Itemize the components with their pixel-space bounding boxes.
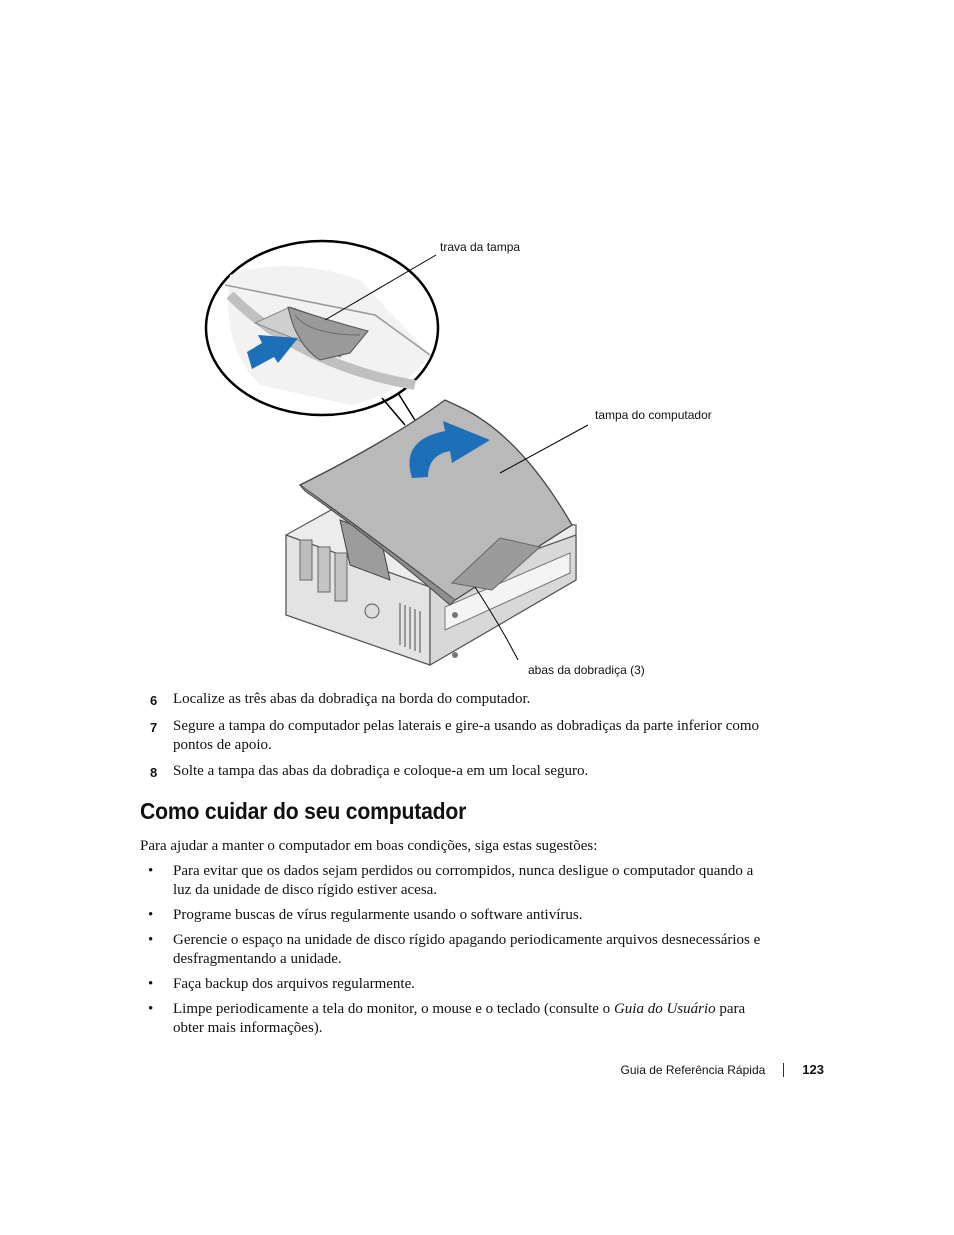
guide-title: Guia de Referência Rápida bbox=[620, 1062, 766, 1077]
step-item bbox=[150, 762, 770, 782]
tips-list bbox=[148, 862, 768, 1044]
text-before: Limpe periodicamente a tela do monitor, o mouse e o teclado (consulte o bbox=[173, 1001, 614, 1017]
list-item-text: Gerencie o espaço na unidade de disco rígido apagando periodicamente arquivos desnecessários e desfragmentando a unidade. bbox=[173, 932, 761, 967]
bullet-icon: • bbox=[148, 1001, 154, 1017]
page-number: 123 bbox=[802, 1062, 824, 1077]
section-intro: Para ajudar a manter o computador em boas condições, siga estas sugestões: bbox=[140, 838, 598, 854]
cover-callout: tampa do computador bbox=[595, 408, 712, 422]
step-number: 7 bbox=[150, 720, 158, 735]
list-item-text: Para evitar que os dados sejam perdidos ou corrompidos, nunca desligue o computador quando a luz da unidade de disco rígido estiver acesa. bbox=[173, 863, 754, 898]
hinge-callout: abas da dobradiça (3) bbox=[528, 663, 645, 677]
list-item bbox=[148, 862, 768, 900]
step-number: 8 bbox=[150, 765, 158, 780]
step-text: Segure a tampa do computador pelas laterais e gire-a usando as dobradiças da parte inferior como pontos de apoio. bbox=[173, 718, 760, 753]
step-item bbox=[150, 690, 770, 710]
list-item bbox=[148, 975, 768, 994]
section-title: Como cuidar do seu computador bbox=[140, 798, 467, 824]
list-item-text: Programe buscas de vírus regularmente usando o software antivírus. bbox=[173, 907, 583, 923]
computer-cover-illustration bbox=[200, 235, 760, 685]
bullet-icon: • bbox=[148, 907, 154, 923]
latch-callout: trava da tampa bbox=[440, 240, 521, 254]
step-number: 6 bbox=[150, 693, 158, 708]
step-text: Localize as três abas da dobradiça na borda do computador. bbox=[173, 691, 531, 707]
cover-removal-diagram bbox=[200, 235, 760, 685]
bullet-icon: • bbox=[148, 863, 154, 879]
footer-divider bbox=[783, 1063, 784, 1077]
latch-detail-circle bbox=[206, 241, 438, 415]
list-item bbox=[148, 931, 768, 969]
list-item-text bbox=[173, 1000, 768, 1038]
step-text: Solte a tampa das abas da dobradiça e coloque-a em um local seguro. bbox=[173, 763, 589, 779]
step-item bbox=[150, 717, 770, 755]
procedure-steps bbox=[150, 690, 770, 789]
page-footer bbox=[621, 1062, 824, 1077]
bullet-icon: • bbox=[148, 932, 154, 948]
guide-reference: Guia do Usuário bbox=[613, 1001, 716, 1017]
list-item bbox=[148, 906, 768, 925]
text-after: para obter mais informações). bbox=[173, 1001, 746, 1036]
bullet-icon: • bbox=[148, 976, 154, 992]
list-item-text: Faça backup dos arquivos regularmente. bbox=[173, 976, 415, 992]
list-item bbox=[148, 1000, 768, 1038]
